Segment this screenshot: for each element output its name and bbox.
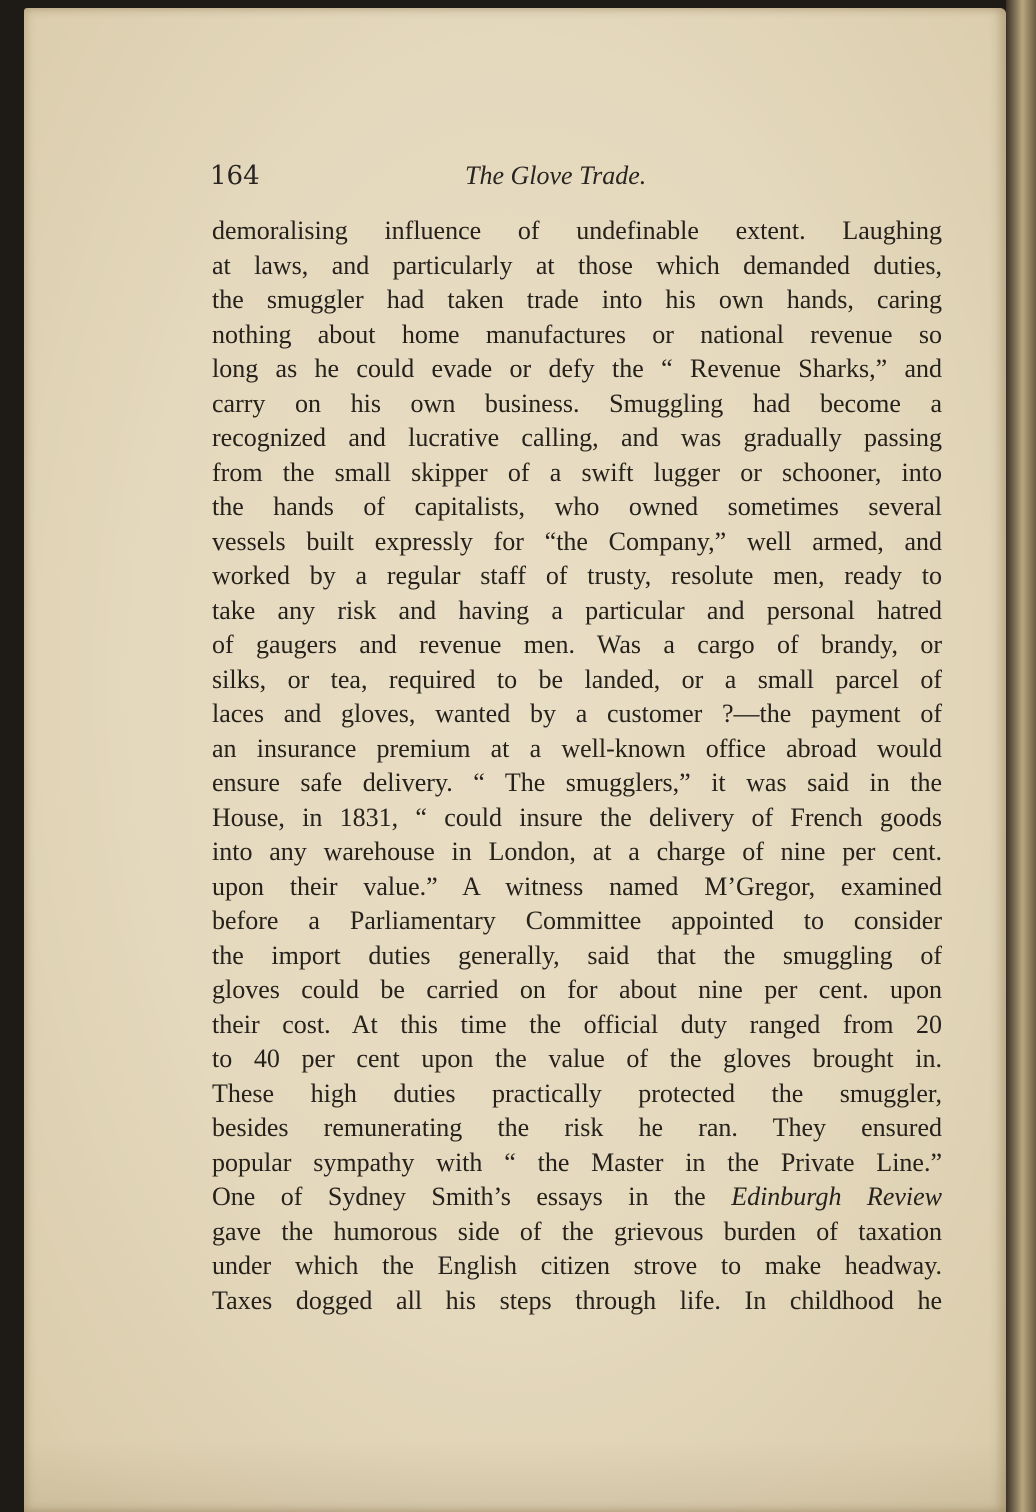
text-line: popular sympathy with “ the Master in the Private Line.”	[212, 1147, 942, 1177]
book-edge	[1006, 0, 1036, 1512]
text-line: the smuggler had taken trade into his own hands, caring	[212, 285, 942, 314]
text-line: vessels built expressly for “the Company,” well armed, and	[212, 526, 942, 556]
text-line: to 40 per cent upon the value of the gloves brought in.	[212, 1044, 942, 1073]
text-line: at laws, and particularly at those which demanded duties,	[212, 250, 942, 280]
text-line: House, in 1831, “ could insure the delivery of French goods	[212, 802, 942, 832]
text-line: gave the humorous side of the grievous burden of taxation	[212, 1216, 942, 1246]
text-line: laces and gloves, wanted by a customer ?—the payment of	[212, 699, 942, 728]
italic-title: Edinburgh Review	[731, 1182, 942, 1211]
text-line: These high duties practically protected the smuggler,	[212, 1078, 942, 1108]
text-line: under which the English citizen strove to make headway.	[212, 1251, 942, 1280]
body-text	[212, 214, 942, 1318]
text-line: an insurance premium at a well-known office abroad would	[212, 733, 942, 763]
page-shading	[24, 1440, 1006, 1512]
text-line: Taxes dogged all his steps through life. In childhood he	[212, 1285, 942, 1315]
text-line: from the small skipper of a swift lugger or schooner, into	[212, 457, 942, 487]
text-line: their cost. At this time the official duty ranged from 20	[212, 1009, 942, 1039]
text-line: before a Parliamentary Committee appointed to consider	[212, 906, 942, 935]
running-title: The Glove Trade.	[465, 161, 647, 190]
text-line: take any risk and having a particular and personal hatred	[212, 595, 942, 625]
text-line: carry on his own business. Smuggling had become a	[212, 388, 942, 418]
text-line: demoralising influence of undefinable extent. Laughing	[212, 216, 942, 245]
text-line: besides remunerating the risk he ran. They ensured	[212, 1113, 942, 1142]
text-segment: One of Sydney Smith’s essays in the	[212, 1182, 732, 1211]
text-line: gloves could be carried on for about nine per cent. upon	[212, 975, 942, 1004]
text-line-with-italic	[212, 1180, 942, 1215]
text-line: worked by a regular staff of trusty, resolute men, ready to	[212, 561, 942, 590]
text-line: long as he could evade or defy the “ Revenue Sharks,” and	[212, 354, 942, 383]
text-line: of gaugers and revenue men. Was a cargo of brandy, or	[212, 630, 942, 659]
text-line: upon their value.” A witness named M’Gregor, examined	[212, 871, 942, 901]
text-line: nothing about home manufactures or national revenue so	[212, 319, 942, 349]
page-number: 164	[210, 161, 260, 191]
text-line: recognized and lucrative calling, and was gradually passing	[212, 423, 942, 452]
running-head	[210, 156, 945, 196]
text-line: the import duties generally, said that the smuggling of	[212, 940, 942, 970]
text-line: the hands of capitalists, who owned sometimes several	[212, 492, 942, 521]
text-line: ensure safe delivery. “ The smugglers,” it was said in the	[212, 768, 942, 797]
text-line: silks, or tea, required to be landed, or a small parcel of	[212, 664, 942, 694]
text-line: into any warehouse in London, at a charge of nine per cent.	[212, 837, 942, 866]
